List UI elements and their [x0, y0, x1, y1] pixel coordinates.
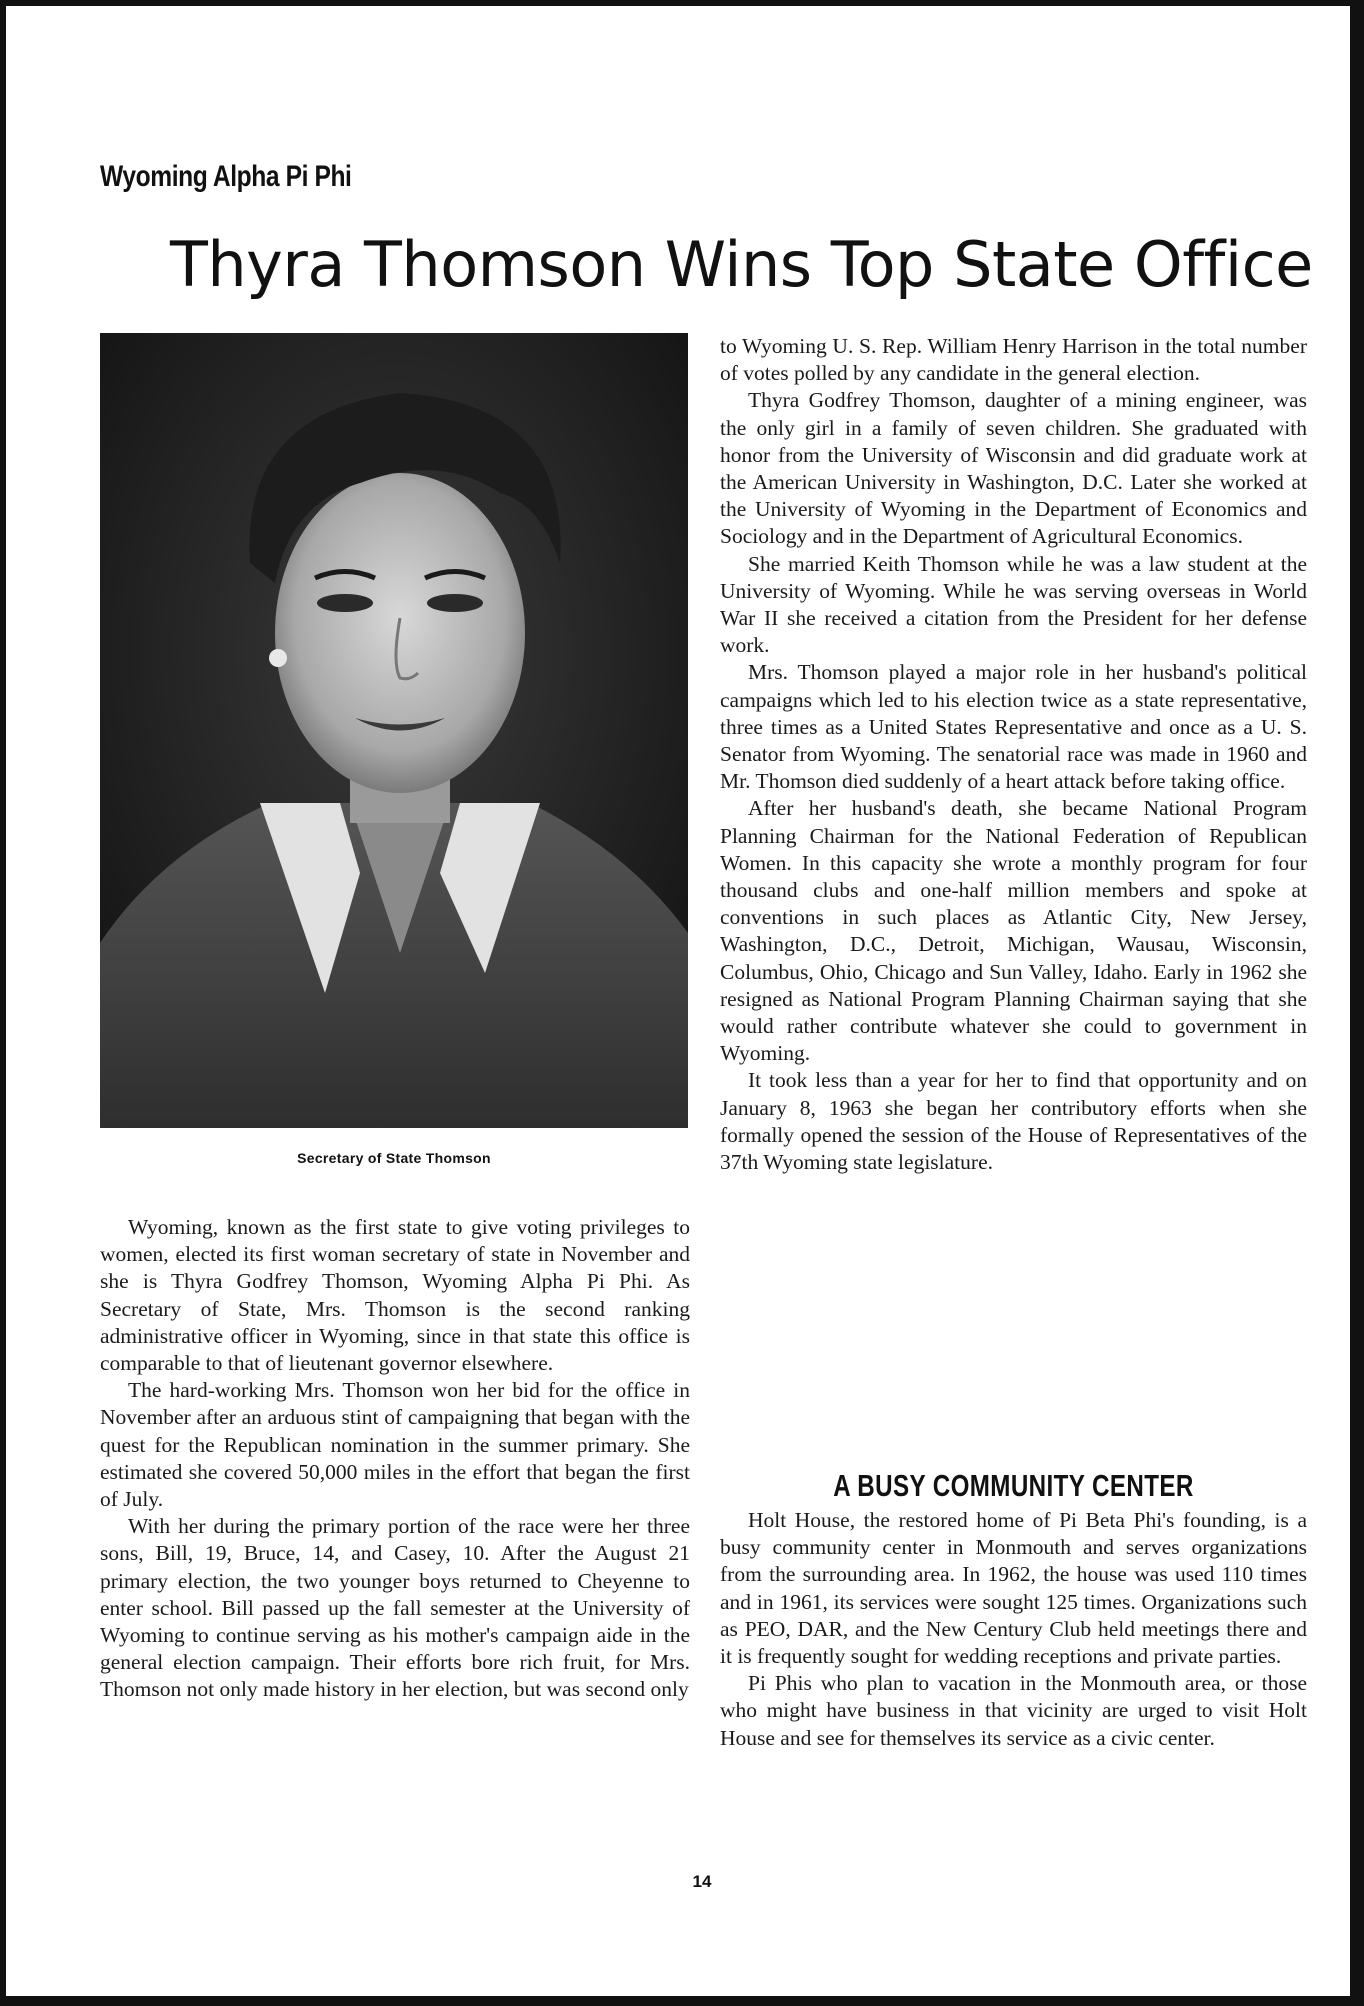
portrait-photo — [100, 333, 688, 1128]
page-number: 14 — [692, 1872, 712, 1891]
article-right-column — [720, 333, 1307, 1176]
sidebar-heading: A BUSY COMMUNITY CENTER — [833, 1468, 1194, 1503]
article-headline: Thyra Thomson Wins Top State Office — [170, 228, 1313, 301]
paragraph: She married Keith Thomson while he was a law student at the University of Wyoming. While he was serving overseas in World War II she received a citation from the President for her defense work. — [720, 551, 1307, 658]
paragraph: Pi Phis who plan to vacation in the Monmouth area, or those who might have business in that vicinity are urged to visit Holt House and see for themselves its service as a civic center. — [720, 1671, 1307, 1750]
paragraph: Mrs. Thomson played a major role in her husband's political campaigns which led to his election twice as a state representative, three times as a United States Representative and once as a U. S. Senator from Wyoming. The senatorial race was made in 1960 and Mr. Thomson died suddenly of a heart attack before taking office. — [720, 660, 1307, 794]
paragraph: It took less than a year for her to find that opportunity and on January 8, 1963 she began her contributory efforts when she formally opened the session of the House of Representatives of the 37th Wyoming state legislature. — [720, 1068, 1307, 1175]
section-kicker: Wyoming Alpha Pi Phi — [100, 160, 352, 193]
paragraph: Wyoming, known as the first state to give voting privileges to women, elected its first woman secretary of state in November and she is Thyra Godfrey Thomson, Wyoming Alpha Pi Phi. As Secretary of State, Mrs. Thomson is the second ranking administrative officer in Wyoming, since in that state this office is comparable to that of lieutenant governor elsewhere. — [100, 1215, 690, 1376]
paragraph: The hard-working Mrs. Thomson won her bid for the office in November after an arduous stint of campaigning that began with the quest for the Republican nomination in the summer primary. She estimated she covered 50,000 miles in the effort that began the first of July. — [100, 1378, 690, 1512]
paragraph: Holt House, the restored home of Pi Beta Phi's founding, is a busy community center in Monmouth and serves organizations from the surrounding area. In 1962, the house was used 110 times and in 1961, its services were sought 125 times. Organizations such as PEO, DAR, and the New Century Club held meetings there and it is frequently sought for wedding receptions and private parties. — [720, 1508, 1307, 1669]
paragraph: After her husband's death, she became National Program Planning Chairman for the National Federation of Republican Women. In this capacity she wrote a monthly program for four thousand clubs and one-half million members and spoke at conventions in such places as Atlantic City, New Jersey, Washington, D.C., Detroit, Michigan, Wausau, Wisconsin, Columbus, Ohio, Chicago and Sun Valley, Idaho. Early in 1962 she resigned as National Program Planning Chairman saying that she would rather contribute whatever she could to government in Wyoming. — [720, 796, 1307, 1066]
portrait-illustration — [100, 333, 688, 1128]
paragraph: With her during the primary portion of the race were her three sons, Bill, 19, Bruce, 14, and Casey, 10. After the August 21 primary election, the two younger boys returned to Cheyenne to enter school. Bill passed up the fall semester at the University of Wyoming to continue serving as his mother's campaign aide in the general election campaign. Their efforts bore rich fruit, for Mrs. Thomson not only made history in her election, but was second only — [100, 1514, 690, 1702]
paragraph: Thyra Godfrey Thomson, daughter of a mining engineer, was the only girl in a family of seven children. She graduated with honor from the University of Wisconsin and did graduate work at the American University in Washington, D.C. Later she worked at the University of Wyoming in the Department of Economics and Sociology and in the Department of Agricultural Economics. — [720, 388, 1307, 549]
photo-caption: Secretary of State Thomson — [297, 1150, 491, 1166]
sidebar-column — [720, 1507, 1307, 1752]
article-left-column — [100, 1214, 690, 1704]
paragraph-continuation: to Wyoming U. S. Rep. William Henry Harrison in the total number of votes polled by any candidate in the general election. — [720, 334, 1307, 386]
